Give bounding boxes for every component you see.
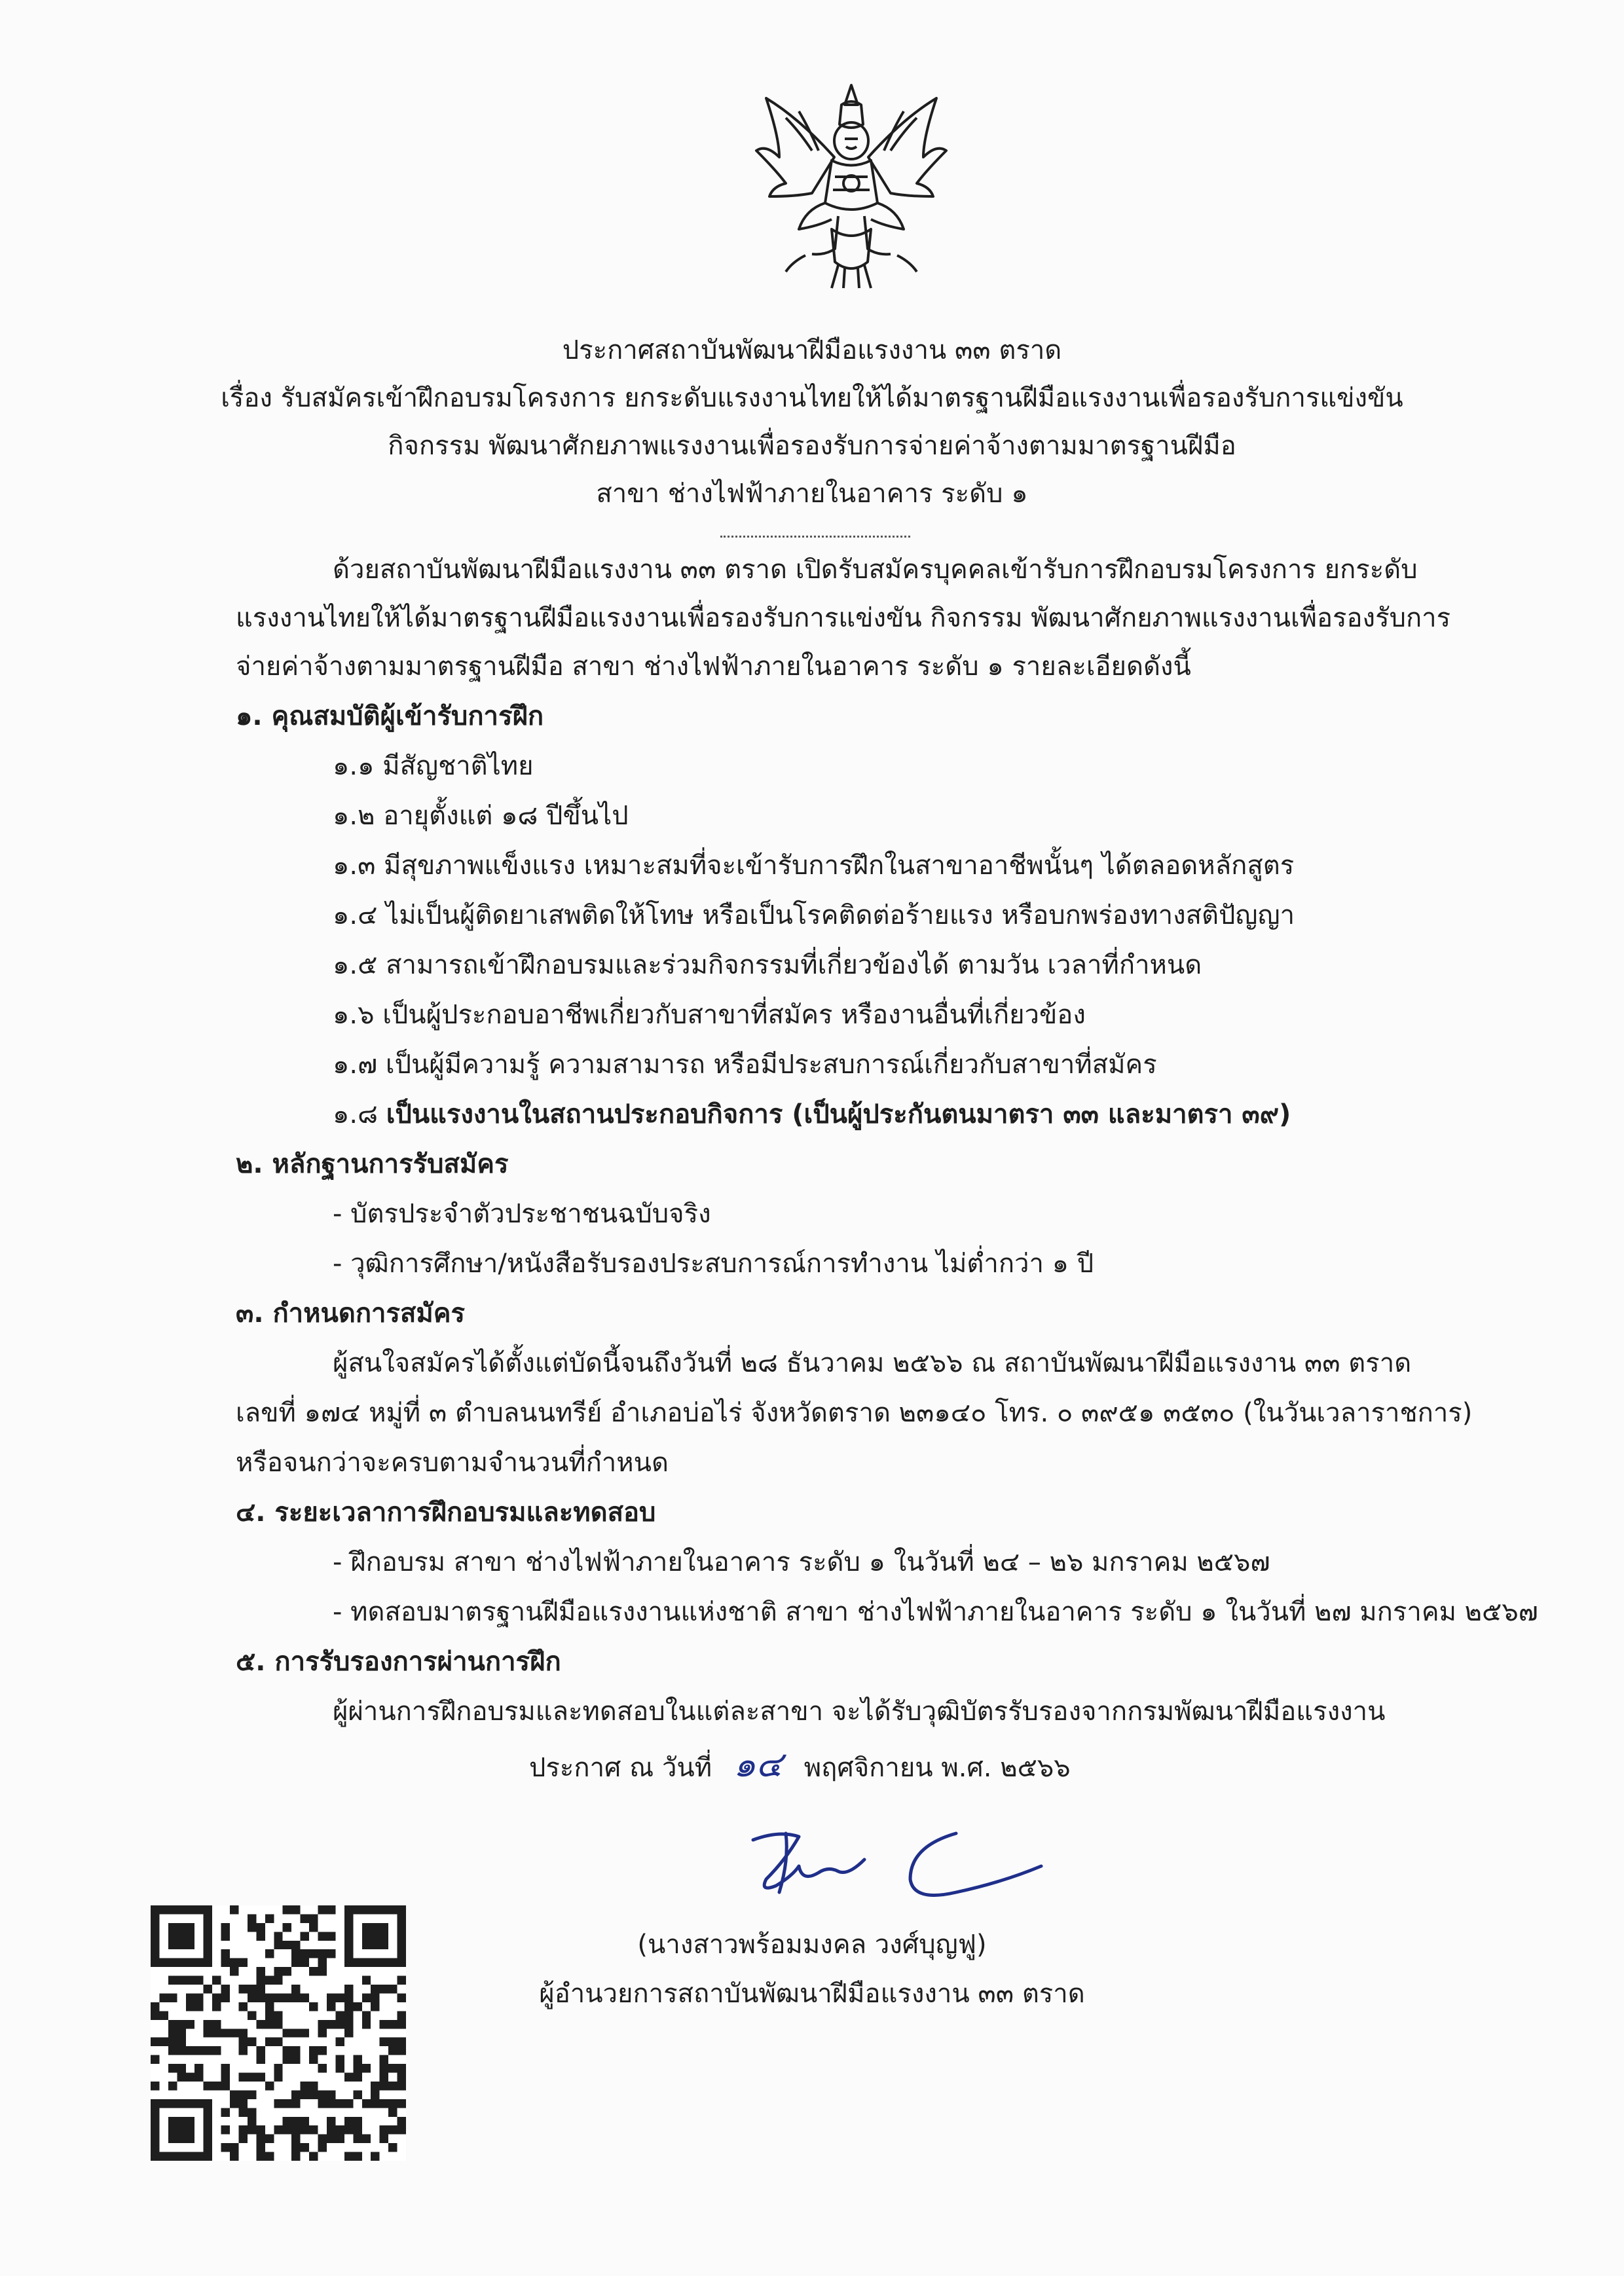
intro-line: แรงงานไทยให้ได้มาตรฐานฝีมือแรงงานเพื่อรองรับการแข่งขัน กิจกรรม พัฒนาศักยภาพแรงงานเพื่อรองรับการ [236,603,1451,633]
list-item: - วุฒิการศึกษา/หนังสือรับรองประสบการณ์การทำงาน ไม่ต่ำกว่า ๑ ปี [333,1249,1094,1279]
handwritten-day: ๑๔ [733,1744,783,1785]
handwritten-signature-icon [740,1820,1054,1918]
signatory-position: ผู้อำนวยการสถาบันพัฒนาฝีมือแรงงาน ๓๓ ตราด [539,1979,1085,2009]
list-item: ๑.๓ มีสุขภาพแข็งแรง เหมาะสมที่จะเข้ารับการฝึกในสาขาอาชีพนั้นๆ ได้ตลอดหลักสูตร [333,851,1295,881]
intro-line: จ่ายค่าจ้างตามมาตรฐานฝีมือ สาขา ช่างไฟฟ้าภายในอาคาร ระดับ ๑ รายละเอียดดังนี้ [236,652,1191,682]
list-item [333,1095,1291,1134]
signatory-name: (นางสาวพร้อมมงคล วงศ์บุญฟู) [637,1930,987,1960]
qr-code-icon [151,1905,406,2161]
branch-line: สาขา ช่างไฟฟ้าภายในอาคาร ระดับ ๑ [596,479,1028,509]
subject-line: เรื่อง รับสมัครเข้าฝึกอบรมโครงการ ยกระดับแรงงานไทยให้ได้มาตรฐานฝีมือแรงงานเพื่อรองรับการแข่งขัน [221,383,1403,413]
list-item: ๑.๗ เป็นผู้มีความรู้ ความสามารถ หรือมีประสบการณ์เกี่ยวกับสาขาที่สมัคร [333,1050,1157,1080]
section-title: ๑. คุณสมบัติผู้เข้ารับการฝึก [236,701,544,731]
list-item: ๑.๒ อายุตั้งแต่ ๑๘ ปีขึ้นไป [333,801,629,831]
list-item: - ฝึกอบรม สาขา ช่างไฟฟ้าภายในอาคาร ระดับ ๑ ในวันที่ ๒๔ – ๒๖ มกราคม ๒๕๖๗ [333,1547,1270,1577]
activity-line: กิจกรรม พัฒนาศักยภาพแรงงานเพื่อรองรับการจ่ายค่าจ้างตามมาตรฐานฝีมือ [388,431,1236,461]
list-item: - บัตรประจำตัวประชาชนฉบับจริง [333,1199,711,1229]
list-item: ๑.๖ เป็นผู้ประกอบอาชีพเกี่ยวกับสาขาที่สมัคร หรืองานอื่นที่เกี่ยวข้อง [333,1000,1086,1030]
announcement-date: ประกาศ ณ วันที่ ๑๔ พฤศจิกายน พ.ศ. ๒๕๖๖ [529,1742,1071,1791]
garuda-emblem-icon [740,79,963,295]
section-title: ๒. หลักฐานการรับสมัคร [236,1149,509,1179]
section-title: ๓. กำหนดการสมัคร [236,1298,466,1329]
paragraph-line: เลขที่ ๑๗๔ หมู่ที่ ๓ ตำบลนนทรีย์ อำเภอบ่อไร่ จังหวัดตราด ๒๓๑๔๐ โทร. ๐ ๓๙๕๑ ๓๕๓๐ (ในวันเวลาราชการ) [236,1398,1473,1428]
intro-line: ด้วยสถาบันพัฒนาฝีมือแรงงาน ๓๓ ตราด เปิดรับสมัครบุคคลเข้ารับการฝึกอบรมโครงการ ยกระดับ [333,555,1418,585]
item-text: เป็นแรงงานในสถานประกอบกิจการ (เป็นผู้ประกันตนมาตรา ๓๓ และมาตรา ๓๙) [386,1099,1291,1129]
section-title: ๕. การรับรองการผ่านการฝึก [236,1647,561,1677]
paragraph-line: หรือจนกว่าจะครบตามจำนวนที่กำหนด [236,1448,669,1478]
item-number: ๑.๘ [333,1099,378,1129]
list-item: ๑.๑ มีสัญชาติไทย [333,751,534,781]
paragraph-line: ผู้ผ่านการฝึกอบรมและทดสอบในแต่ละสาขา จะได้รับวุฒิบัตรรับรองจากกรมพัฒนาฝีมือแรงงาน [333,1697,1386,1727]
list-item: - ทดสอบมาตรฐานฝีมือแรงงานแห่งชาติ สาขา ช่างไฟฟ้าภายในอาคาร ระดับ ๑ ในวันที่ ๒๗ มกราคม ๒๕๖๗ [333,1597,1538,1627]
list-item: ๑.๕ สามารถเข้าฝึกอบรมและร่วมกิจกรรมที่เกี่ยวข้องได้ ตามวัน เวลาที่กำหนด [333,950,1202,980]
list-item: ๑.๔ ไม่เป็นผู้ติดยาเสพติดให้โทษ หรือเป็นโรคติดต่อร้ายแรง หรือบกพร่องทางสติปัญญา [333,900,1295,930]
section-title: ๔. ระยะเวลาการฝึกอบรมและทดสอบ [236,1497,656,1528]
announcement-title: ประกาศสถาบันพัฒนาฝีมือแรงงาน ๓๓ ตราด [562,335,1062,365]
paragraph-line: ผู้สนใจสมัครได้ตั้งแต่บัดนี้จนถึงวันที่ ๒๘ ธันวาคม ๒๕๖๖ ณ สถาบันพัฒนาฝีมือแรงงาน ๓๓ ตราด [333,1348,1412,1378]
divider [720,536,910,538]
